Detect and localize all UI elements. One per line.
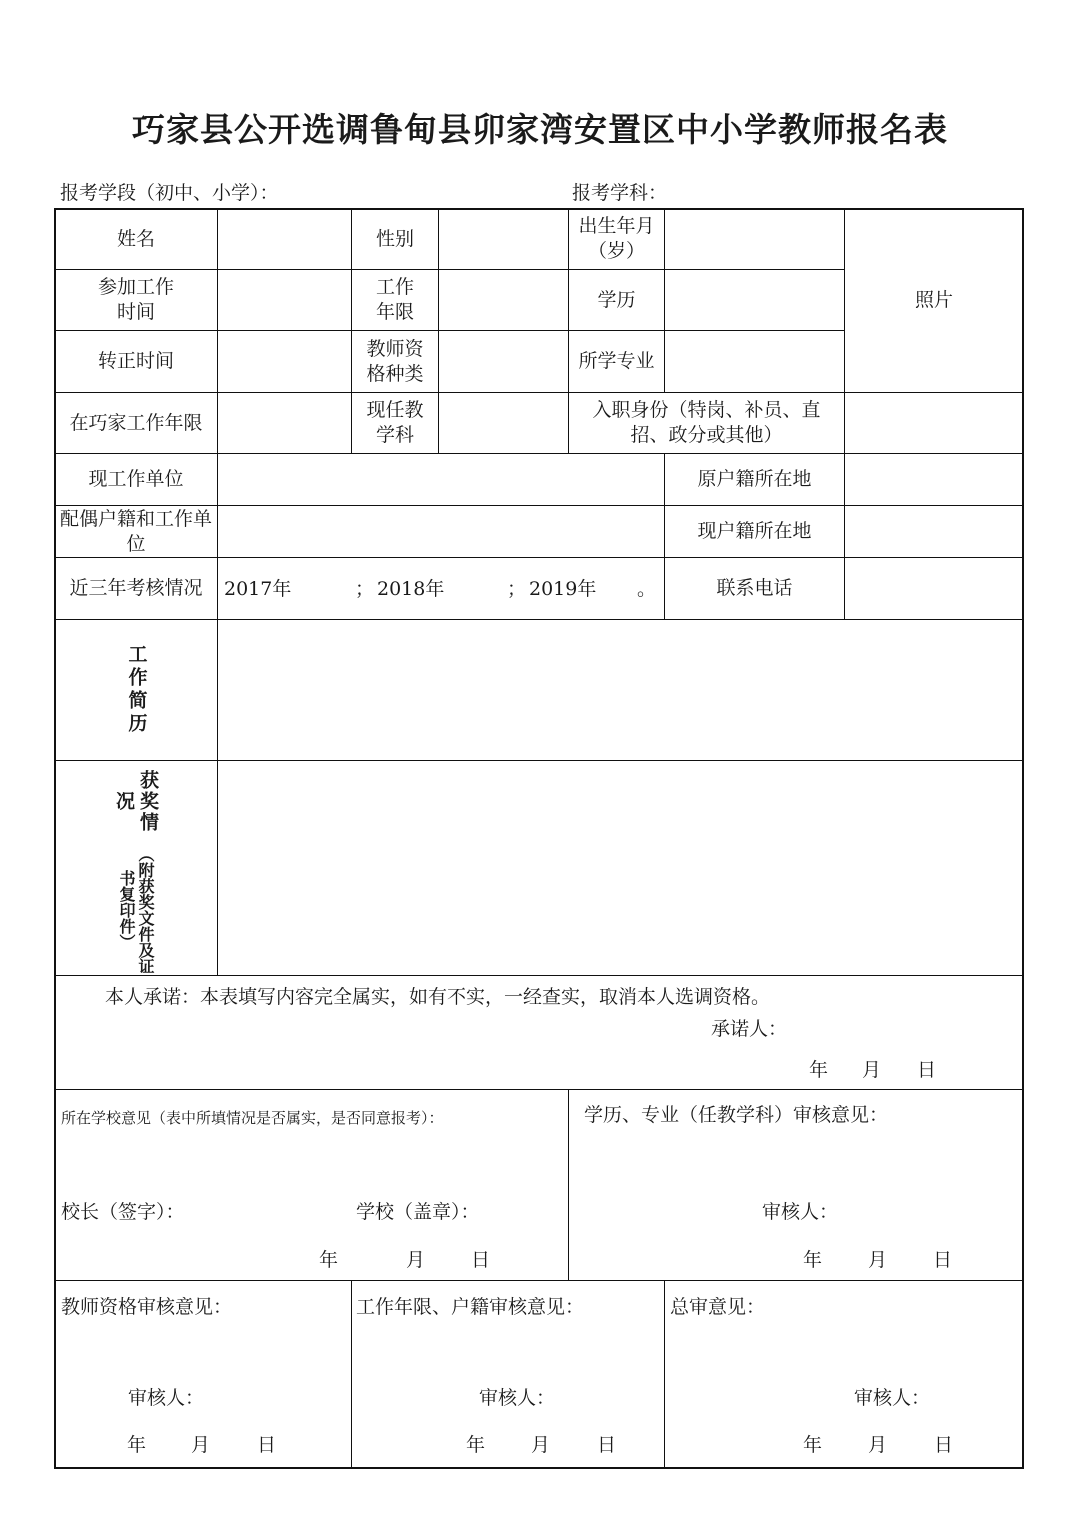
assessment-label	[54, 557, 218, 620]
entry-identity-label	[568, 392, 845, 454]
current-subject-field[interactable]	[438, 392, 569, 454]
major-label-text: 所学专业	[578, 350, 655, 372]
gender-field[interactable]	[438, 208, 569, 270]
school-stamp-label: 学校（盖章）：	[356, 1201, 480, 1223]
spouse-label-text: 配偶户籍和工作单位	[59, 507, 212, 555]
edu-review-section[interactable]	[568, 1089, 1024, 1281]
edu-review-month: 月	[868, 1249, 888, 1271]
gender-label	[351, 208, 439, 270]
cert-type-field[interactable]	[438, 330, 569, 393]
cert-review-month: 月	[191, 1434, 211, 1456]
promise-signer: 承诺人：	[711, 1018, 788, 1040]
regular-time-label-text: 转正时间	[97, 350, 174, 372]
assess-sep-1: ；	[355, 578, 375, 600]
education-field[interactable]	[664, 269, 845, 331]
years-review-month: 月	[531, 1434, 551, 1456]
name-label	[54, 208, 218, 270]
cert-review-label: 教师资格审核意见：	[61, 1296, 233, 1318]
phone-label	[664, 557, 845, 620]
cert-review-year: 年	[127, 1434, 147, 1456]
work-start-label-text: 参加工作时间	[97, 276, 174, 323]
final-reviewer-label: 审核人：	[854, 1387, 931, 1409]
promise-year: 年	[809, 1059, 829, 1081]
spouse-field[interactable]	[217, 505, 665, 558]
exam-stage-label: 报考学段（初中、小学）：	[60, 182, 279, 204]
final-review-label: 总审意见：	[670, 1296, 766, 1318]
edu-review-label: 学历、专业（任教学科）审核意见：	[584, 1104, 889, 1126]
final-review-year: 年	[803, 1434, 823, 1456]
years-review-day: 日	[597, 1434, 617, 1456]
birth-label-text: 出生年月（岁）	[578, 215, 655, 262]
cert-type-label	[351, 330, 439, 393]
assess-sep-2: ；	[507, 578, 527, 600]
school-year: 年	[319, 1249, 339, 1271]
final-review-month: 月	[868, 1434, 888, 1456]
birth-field[interactable]	[664, 208, 845, 270]
birth-label	[568, 208, 665, 270]
promise-day: 日	[917, 1059, 937, 1081]
photo-label: 照片	[914, 289, 953, 311]
cert-type-label-text: 教师资格种类	[366, 337, 424, 385]
final-review-day: 日	[934, 1434, 954, 1456]
unit-label	[54, 453, 218, 506]
years-review-year: 年	[466, 1434, 486, 1456]
years-review-section[interactable]	[351, 1280, 665, 1469]
orig-huji-field[interactable]	[844, 453, 1024, 506]
assess-2017: 2017年	[224, 578, 292, 600]
school-day: 日	[471, 1249, 491, 1271]
awards-field[interactable]	[217, 760, 1024, 976]
cert-review-section[interactable]	[54, 1280, 352, 1469]
orig-huji-label-text: 原户籍所在地	[697, 468, 812, 490]
unit-field[interactable]	[217, 453, 665, 506]
unit-label-text: 现工作单位	[88, 468, 184, 490]
school-month: 月	[406, 1249, 426, 1271]
name-label-text: 姓名	[116, 227, 155, 250]
gender-label-text: 性别	[375, 227, 414, 250]
photo-box[interactable]	[844, 208, 1024, 393]
regular-time-label	[54, 330, 218, 393]
exam-subject-label: 报考学科：	[572, 182, 668, 204]
assessment-label-text: 近三年考核情况	[69, 577, 203, 599]
awards-main-text: 获奖情况	[113, 769, 159, 833]
qiaojia-years-label-text: 在巧家工作年限	[69, 411, 203, 434]
major-label	[568, 330, 665, 393]
cert-review-day: 日	[257, 1434, 277, 1456]
edu-review-day: 日	[933, 1249, 953, 1271]
spouse-label	[54, 505, 218, 558]
promise-section	[54, 975, 1024, 1090]
major-field[interactable]	[664, 330, 845, 393]
education-label-text: 学历	[597, 288, 636, 311]
phone-field[interactable]	[844, 557, 1024, 620]
final-review-section[interactable]	[664, 1280, 1024, 1469]
phone-label-text: 联系电话	[716, 577, 793, 599]
promise-text: 本人承诺：本表填写内容完全属实，如有不实，一经查实，取消本人选调资格。	[105, 986, 771, 1008]
work-years-label	[351, 269, 439, 331]
school-opinion-label: 所在学校意见（表中所填情况是否属实，是否同意报考）：	[61, 1109, 444, 1127]
work-start-field[interactable]	[217, 269, 352, 331]
name-field[interactable]	[217, 208, 352, 270]
cur-huji-label-text: 现户籍所在地	[697, 520, 812, 542]
principal-signature-label: 校长（签字）：	[61, 1201, 185, 1223]
edu-reviewer-label: 审核人：	[762, 1201, 839, 1223]
work-years-field[interactable]	[438, 269, 569, 331]
qiaojia-years-field[interactable]	[217, 392, 352, 454]
cur-huji-field[interactable]	[844, 505, 1024, 558]
school-opinion-section[interactable]	[54, 1089, 569, 1281]
assess-2018: 2018年	[377, 578, 445, 600]
form-title: 巧家县公开选调鲁甸县卯家湾安置区中小学教师报名表	[132, 110, 948, 149]
entry-identity-label-text: 入职身份（特岗、补员、直招、政分或其他）	[592, 399, 821, 446]
assess-2019: 2019年	[529, 578, 597, 600]
work-years-label-text: 工作年限	[375, 276, 414, 323]
years-review-label: 工作年限、户籍审核意见：	[356, 1296, 585, 1318]
awards-sub-text: （附获奖文件及证书复印件）	[117, 846, 155, 974]
cur-huji-label	[664, 505, 845, 558]
orig-huji-label	[664, 453, 845, 506]
resume-label-text: 工作简历	[125, 644, 148, 736]
current-subject-label	[351, 392, 439, 454]
edu-review-year: 年	[803, 1249, 823, 1271]
assess-end: 。	[637, 578, 657, 600]
entry-identity-field[interactable]	[844, 392, 1024, 454]
regular-time-field[interactable]	[217, 330, 352, 393]
awards-label	[54, 760, 218, 976]
resume-label	[54, 619, 218, 761]
assessment-field[interactable]	[217, 557, 665, 620]
years-reviewer-label: 审核人：	[479, 1387, 556, 1409]
resume-field[interactable]	[217, 619, 1024, 761]
cert-reviewer-label: 审核人：	[128, 1387, 205, 1409]
education-label	[568, 269, 665, 331]
current-subject-label-text: 现任教学科	[366, 399, 424, 446]
work-start-label	[54, 269, 218, 331]
qiaojia-years-label	[54, 392, 218, 454]
promise-month: 月	[862, 1059, 882, 1081]
